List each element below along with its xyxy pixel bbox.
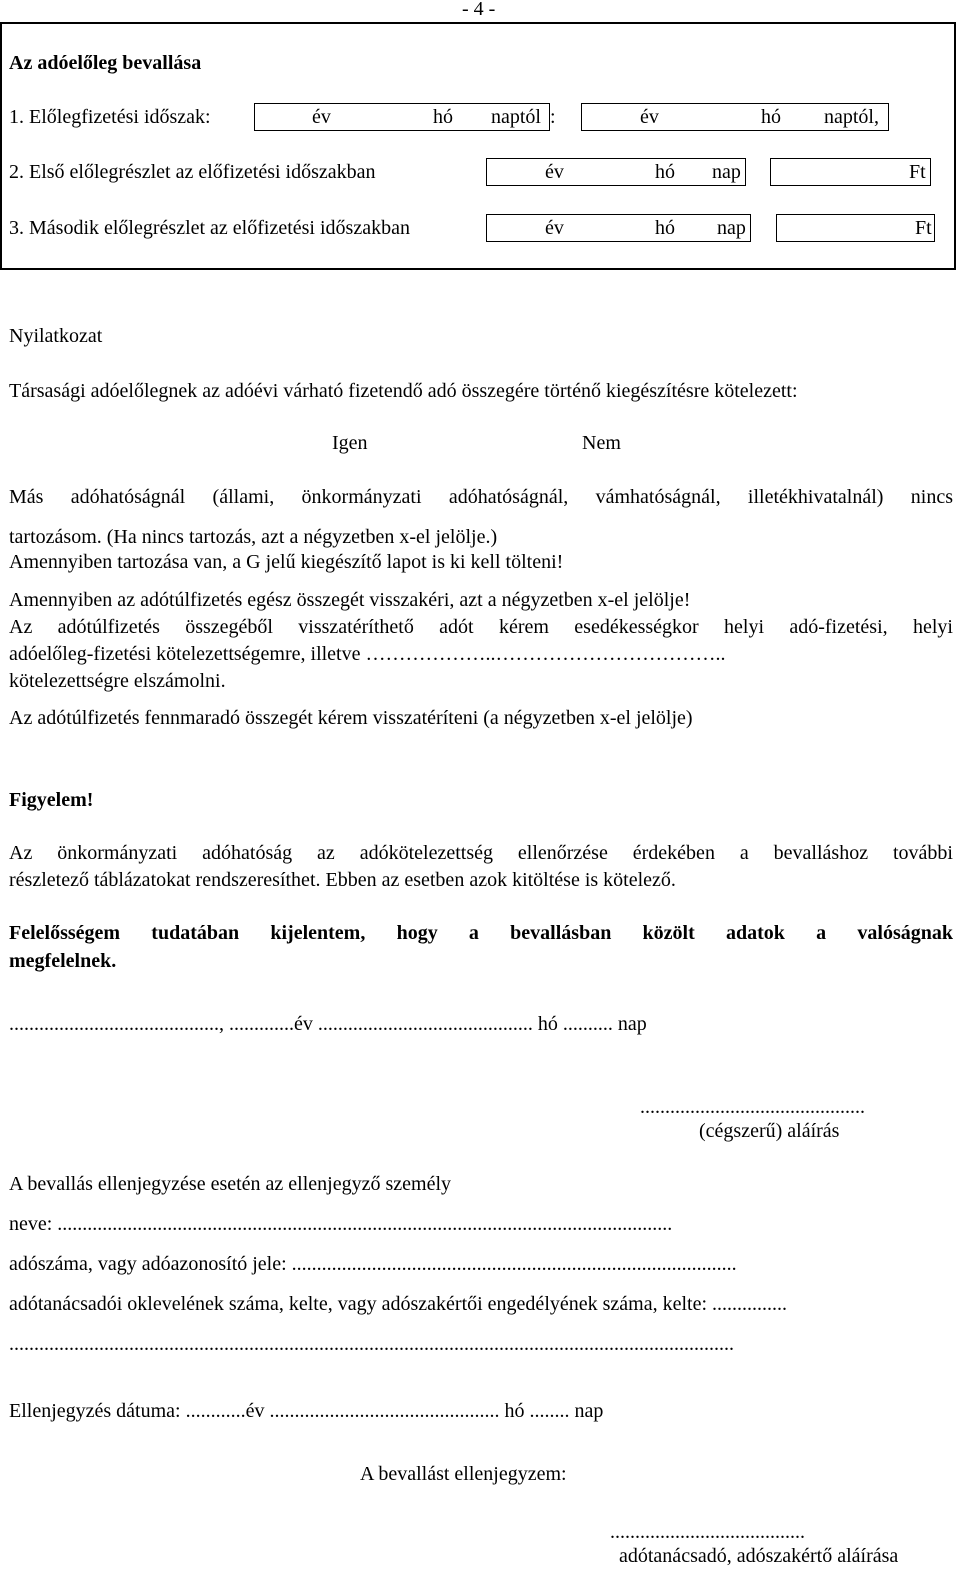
countersign-statement: A bevallást ellenjegyzem:: [360, 1463, 567, 1485]
warning-line2: részletező táblázatokat rendszeresíthet. Ebben az esetben azok kitöltése is kötelező.: [9, 869, 676, 891]
advance-payment-title: Az adóelőleg bevallása: [9, 52, 202, 74]
second-installment-month: hó: [655, 217, 675, 239]
countersigner-name: neve: ...........................................................................................................................: [9, 1213, 673, 1235]
responsibility-line2: megfelelnek.: [9, 950, 117, 972]
refund-all-statement: Amennyiben az adótúlfizetés egész összegét visszakéri, azt a négyzetben x-el jelölje!: [9, 589, 691, 611]
period-start-day: naptól: [491, 106, 541, 128]
period-end-month: hó: [761, 106, 781, 128]
countersigner-certificate: adótanácsadói oklevelének száma, kelte, vagy adószakértői engedélyének száma, kelte: ...............: [9, 1293, 788, 1315]
responsibility-line1: Felelősségem tudatában kijelentem, hogy a bevallásban közölt adatok a valóságnak: [9, 922, 953, 944]
no-debt-statement-line2: tartozásom. (Ha nincs tartozás, azt a négyzetben x-el jelölje.): [9, 526, 498, 548]
period-label: 1. Előlegfizetési időszak:: [9, 106, 211, 128]
first-installment-label: 2. Első előlegrészlet az előfizetési időszakban: [9, 161, 376, 183]
period-start-year: év: [312, 106, 331, 128]
option-no[interactable]: Nem: [582, 432, 621, 454]
offset-statement-line1: Az adótúlfizetés összegéből visszatéríthető adót kérem esedékességkor helyi adó-fizetési, helyi: [9, 616, 953, 638]
period-end-day: naptól,: [824, 106, 879, 128]
warning-line1: Az önkormányzati adóhatóság az adókötelezettség ellenőrzése érdekében a bevalláshoz további: [9, 842, 953, 864]
first-installment-year: év: [545, 161, 564, 183]
debt-note: Amennyiben tartozása van, a G jelű kiegészítő lapot is ki kell tölteni!: [9, 551, 564, 573]
period-end-year: év: [640, 106, 659, 128]
signature-dots: .............................................: [640, 1096, 865, 1118]
first-installment-month: hó: [655, 161, 675, 183]
second-installment-currency: Ft: [915, 217, 932, 239]
period-separator: :: [550, 106, 556, 128]
refund-remaining-statement: Az adótúlfizetés fennmaradó összegét kérem visszatéríteni (a négyzetben x-el jelölje): [9, 707, 693, 729]
first-installment-amount-field[interactable]: [770, 158, 931, 186]
no-debt-statement-line1: Más adóhatóságnál (állami, önkormányzati adóhatóságnál, vámhatóságnál, illetékhivatalnál) nincs: [9, 486, 953, 508]
second-installment-year: év: [545, 217, 564, 239]
offset-statement-line2: adóelőleg-fizetési kötelezettségemre, illetve ………………..……………………………..: [9, 643, 726, 665]
countersign-date: Ellenjegyzés dátuma: ............év .............................................. hó ........ nap: [9, 1400, 604, 1422]
page-number: - 4 -: [462, 0, 496, 20]
second-installment-date-field[interactable]: [486, 214, 751, 242]
first-installment-day: nap: [712, 161, 741, 183]
adviser-signature-dots: .......................................: [610, 1521, 805, 1543]
countersign-intro: A bevallás ellenjegyzése esetén az ellenjegyző személy: [9, 1173, 452, 1195]
period-start-month: hó: [433, 106, 453, 128]
first-installment-currency: Ft: [909, 161, 926, 183]
adviser-signature-label: adótanácsadó, adószakértő aláírása: [619, 1545, 899, 1567]
second-installment-amount-field[interactable]: [776, 214, 935, 242]
countersigner-certificate-continued: .................................................................................................................................................: [9, 1333, 734, 1355]
supplement-question: Társasági adóelőlegnek az adóévi várható fizetendő adó összegére történő kiegészítésre kötelezett:: [9, 380, 798, 402]
offset-statement-line3: kötelezettségre elszámolni.: [9, 670, 226, 692]
signature-label: (cégszerű) aláírás: [699, 1120, 840, 1142]
warning-title: Figyelem!: [9, 789, 94, 811]
second-installment-day: nap: [717, 217, 746, 239]
second-installment-label: 3. Második előlegrészlet az előfizetési időszakban: [9, 217, 410, 239]
declaration-title: Nyilatkozat: [9, 325, 103, 347]
signature-date-line: .........................................., .............év ........................................... hó .......... nap: [9, 1013, 647, 1035]
option-yes[interactable]: Igen: [332, 432, 368, 454]
first-installment-date-field[interactable]: [486, 158, 746, 186]
countersigner-tax-id: adószáma, vagy adóazonosító jele: .........................................................................................: [9, 1253, 737, 1275]
